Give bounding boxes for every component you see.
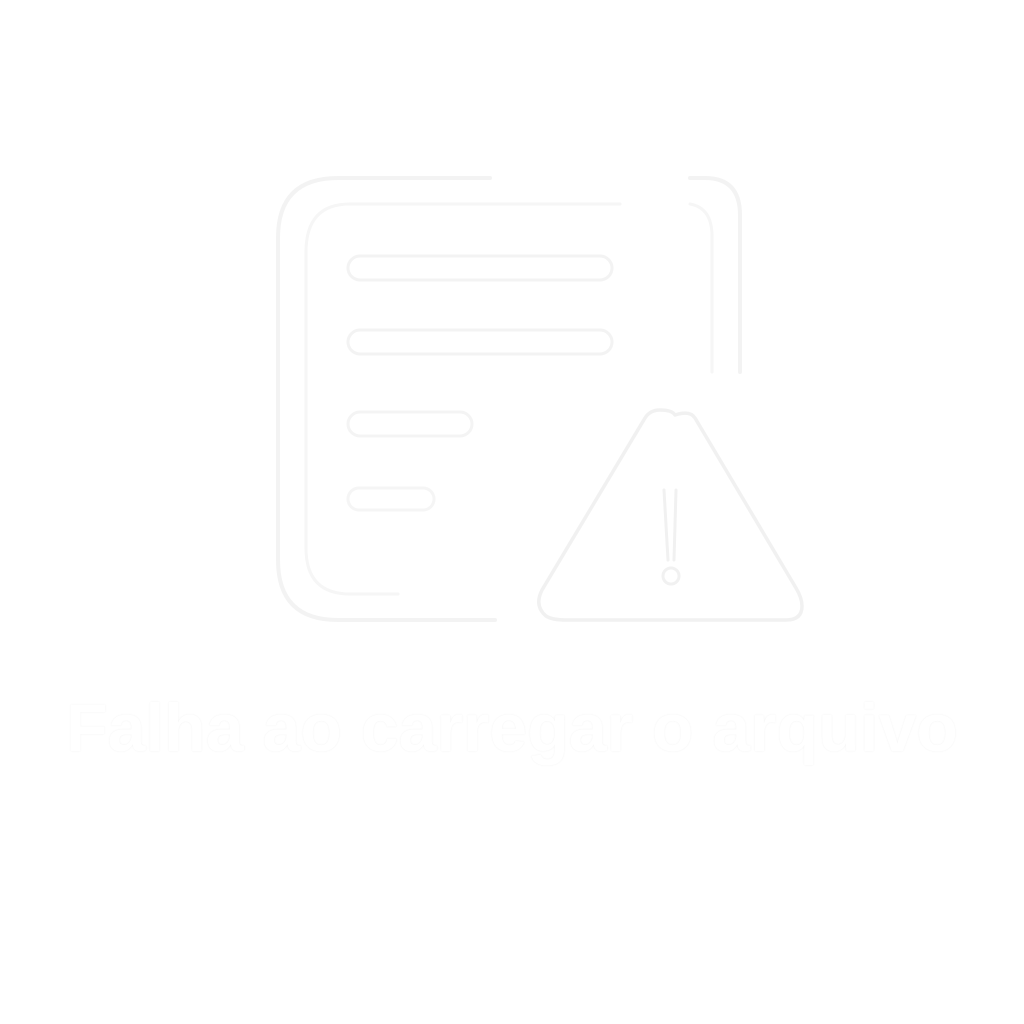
document-line-4 bbox=[348, 488, 434, 510]
file-warning-icon bbox=[250, 160, 820, 640]
document-line-3 bbox=[348, 412, 472, 436]
document-line-2 bbox=[348, 330, 612, 354]
file-load-error-illustration bbox=[250, 160, 820, 640]
exclamation-mark-icon bbox=[664, 490, 676, 560]
document-line-1 bbox=[348, 256, 612, 280]
warning-triangle-icon bbox=[539, 410, 802, 620]
error-message-text: Falha ao carregar o arquivo bbox=[66, 690, 958, 766]
document-outline-icon bbox=[278, 178, 740, 620]
